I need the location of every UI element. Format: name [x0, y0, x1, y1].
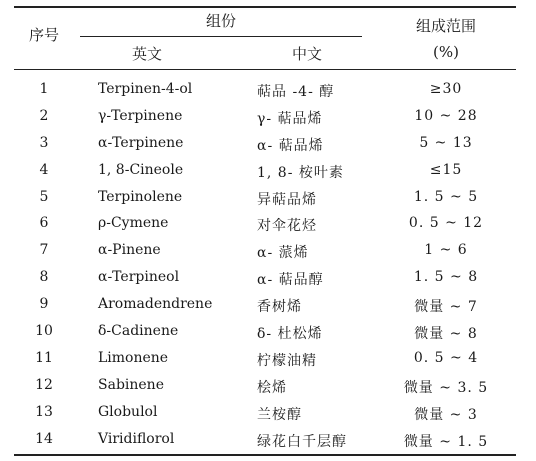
- cell-english-name: Terpinolene: [98, 188, 183, 205]
- cell-english-name: Globulol: [98, 403, 158, 420]
- cell-number: 7: [39, 242, 49, 259]
- cell-number: 11: [35, 349, 53, 366]
- table-row: [14, 427, 516, 454]
- cell-english-name: Limonene: [98, 349, 169, 366]
- cell-number: 4: [39, 161, 49, 178]
- table-row: [14, 238, 516, 265]
- cell-range: 1. 5 ~ 5: [413, 188, 479, 205]
- table-row: [14, 292, 516, 319]
- cell-range: 5 ~ 13: [419, 134, 473, 151]
- table-body: [14, 77, 516, 453]
- cell-range: ≤15: [429, 161, 463, 178]
- cell-chinese-name: 对伞花烃: [257, 218, 317, 235]
- table-row: [14, 158, 516, 185]
- cell-english-name: ρ-Cymene: [98, 215, 169, 232]
- cell-number: 12: [35, 376, 53, 393]
- table-row: [14, 104, 516, 131]
- cell-english-name: α-Pinene: [98, 242, 161, 259]
- cell-range: 微量 ~ 3. 5: [403, 379, 489, 396]
- cell-range: 0. 5 ~ 12: [408, 215, 484, 232]
- composition-table: [14, 6, 516, 456]
- cell-number: 10: [35, 323, 53, 340]
- header-range-unit: (%): [433, 43, 459, 61]
- cell-number: 13: [35, 403, 53, 420]
- cell-range: 微量 ~ 8: [414, 326, 478, 343]
- cell-chinese-name: 桧烯: [257, 379, 287, 396]
- header-chinese: 中文: [291, 45, 322, 63]
- cell-chinese-name: δ- 杜松烯: [257, 326, 323, 343]
- cell-english-name: δ-Cadinene: [98, 323, 179, 340]
- cell-number: 8: [39, 269, 49, 286]
- cell-number: 14: [35, 430, 53, 447]
- header-english: 英文: [131, 45, 162, 63]
- cell-range: 微量 ~ 1. 5: [403, 433, 489, 450]
- cell-number: 5: [39, 188, 49, 205]
- header-range: 组成范围: [415, 17, 476, 35]
- cell-english-name: α-Terpinene: [98, 134, 184, 151]
- cell-range: 1 ~ 6: [424, 242, 468, 259]
- cell-number: 9: [39, 296, 49, 313]
- component-span-rule: [80, 36, 362, 37]
- cell-chinese-name: 绿花白千层醇: [257, 433, 347, 450]
- cell-chinese-name: γ- 萜品烯: [257, 110, 323, 127]
- table-header-rule: [14, 69, 516, 70]
- cell-number: 2: [39, 107, 49, 124]
- cell-range: 1. 5 ~ 8: [413, 269, 479, 286]
- table-row: [14, 131, 516, 158]
- cell-english-name: Viridiflorol: [98, 430, 175, 447]
- cell-chinese-name: α- 蒎烯: [257, 245, 309, 262]
- cell-english-name: Sabinene: [98, 376, 164, 393]
- cell-chinese-name: 1, 8- 桉叶素: [257, 164, 344, 181]
- table-row: [14, 265, 516, 292]
- table-row: [14, 185, 516, 212]
- cell-english-name: 1, 8-Cineole: [98, 161, 184, 178]
- cell-number: 3: [39, 134, 49, 151]
- cell-chinese-name: α- 萜品醇: [257, 272, 324, 289]
- header-seq: 序号: [28, 26, 59, 44]
- cell-number: 6: [39, 215, 49, 232]
- cell-english-name: Aromadendrene: [98, 296, 213, 313]
- cell-range: 0. 5 ~ 4: [413, 349, 479, 366]
- cell-english-name: α-Terpineol: [98, 269, 180, 286]
- cell-chinese-name: α- 萜品烯: [257, 137, 324, 154]
- cell-range: 微量 ~ 3: [414, 406, 478, 423]
- table-bottom-rule: [14, 454, 516, 456]
- table-row: [14, 319, 516, 346]
- cell-chinese-name: 异萜品烯: [257, 191, 317, 208]
- cell-range: 10 ~ 28: [414, 107, 478, 124]
- cell-chinese-name: 香树烯: [257, 299, 302, 316]
- table-row: [14, 77, 516, 104]
- table-row: [14, 211, 516, 238]
- table-row: [14, 400, 516, 427]
- header-component: 组份: [205, 12, 236, 30]
- cell-chinese-name: 柠檬油精: [257, 352, 317, 369]
- cell-range: ≥30: [429, 81, 463, 97]
- cell-chinese-name: 萜品 -4- 醇: [257, 84, 335, 100]
- cell-range: 微量 ~ 7: [414, 299, 478, 316]
- cell-english-name: Terpinen-4-ol: [98, 81, 193, 97]
- table-row: [14, 373, 516, 400]
- table-row: [14, 346, 516, 373]
- cell-chinese-name: 兰桉醇: [257, 406, 302, 423]
- cell-number: 1: [39, 81, 49, 97]
- table-top-rule: [14, 6, 516, 8]
- cell-english-name: γ-Terpinene: [98, 107, 183, 124]
